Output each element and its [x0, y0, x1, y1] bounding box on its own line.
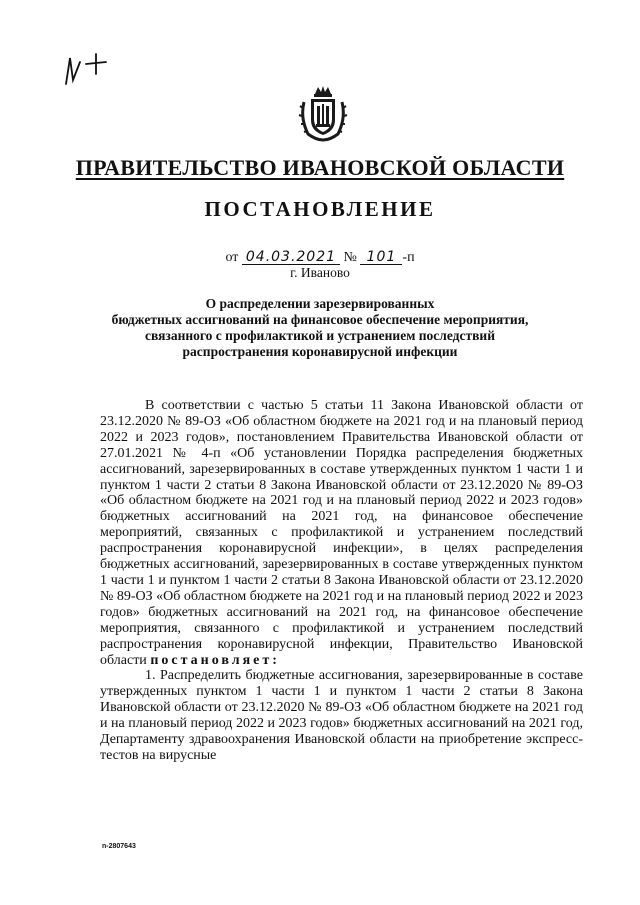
- document-type: ПОСТАНОВЛЕНИЕ: [204, 197, 436, 221]
- document-subject: [95, 296, 545, 360]
- document-body: [100, 398, 583, 764]
- handwritten-date: 04.03.2021: [242, 250, 340, 265]
- date-prefix: от: [225, 250, 239, 265]
- handwritten-number: 101: [360, 250, 402, 265]
- handwriting-mark: [58, 50, 128, 90]
- preamble-paragraph: [100, 398, 583, 668]
- handwritten-note: [58, 50, 128, 90]
- subject-line: связанного с профилактикой и устранением последствий: [145, 328, 495, 343]
- coat-of-arms-icon: [298, 84, 348, 142]
- item-1-paragraph: 1. Распределить бюджетные ассигнования, зарезервированные в составе утвержденных пунктом 1 части 1 и пунктом 1 части 2 статьи 8 Закона Ивановской области от 23.12.2020 № 89-ОЗ «Об областном бюджете на 2021 год и на плановый период 2022 и 2023 годов» бюджетных ассигнований на 2021 год, Департаменту здравоохранения Ивановской области на приобретение экспресс-тестов на вирусные: [100, 668, 583, 763]
- number-sign: №: [343, 250, 357, 265]
- organization-title: ПРАВИТЕЛЬСТВО ИВАНОВСКОЙ ОБЛАСТИ: [75, 155, 565, 180]
- decision-word: постановляет:: [150, 652, 280, 668]
- subject-line: О распределении зарезервированных: [205, 296, 435, 311]
- city: г. Иваново: [290, 265, 350, 280]
- document-requisites: [0, 250, 640, 266]
- number-suffix: -п: [402, 250, 415, 265]
- subject-line: бюджетных ассигнований на финансовое обеспечение мероприятия,: [111, 312, 529, 327]
- subject-line: распространения коронавирусной инфекции: [182, 344, 458, 359]
- preamble-text: В соответствии с частью 5 статьи 11 Закона Ивановской области от 23.12.2020 № 89-ОЗ «Об областном бюджете на 2021 год и на плановый период 2022 и 2023 годов», постановлением Правительства Ивановской области от 27.01.2021 № 4-п «Об установлении Порядка распределения бюджетных ассигнований, зарезервированных в составе утвержденных пунктом 1 части 1 и пунктом 1 части 2 статьи 8 Закона Ивановской области от 23.12.2020 № 89-ОЗ «Об областном бюджете на 2021 год и на плановый период 2022 и 2023 годов» бюджетных ассигнований на 2021 год, на финансовое обеспечение мероприятий, связанных с профилактикой и устранением последствий распространения коронавирусной инфекции», в целях распределения бюджетных ассигнований, зарезервированных в составе утвержденных пунктом 1 части 1 и пунктом 1 части 2 статьи 8 Закона Ивановской области от 23.12.2020 № 89-ОЗ «Об областном бюджете на 2021 год и на плановый период 2022 и 2023 годов» бюджетных ассигнований на 2021 год, на финансовое обеспечение мероприятия, связанного с профилактикой и устранением последствий распространения коронавирусной инфекции, Правительство Ивановской области: [100, 398, 583, 668]
- registration-code: n-2807643: [102, 843, 136, 850]
